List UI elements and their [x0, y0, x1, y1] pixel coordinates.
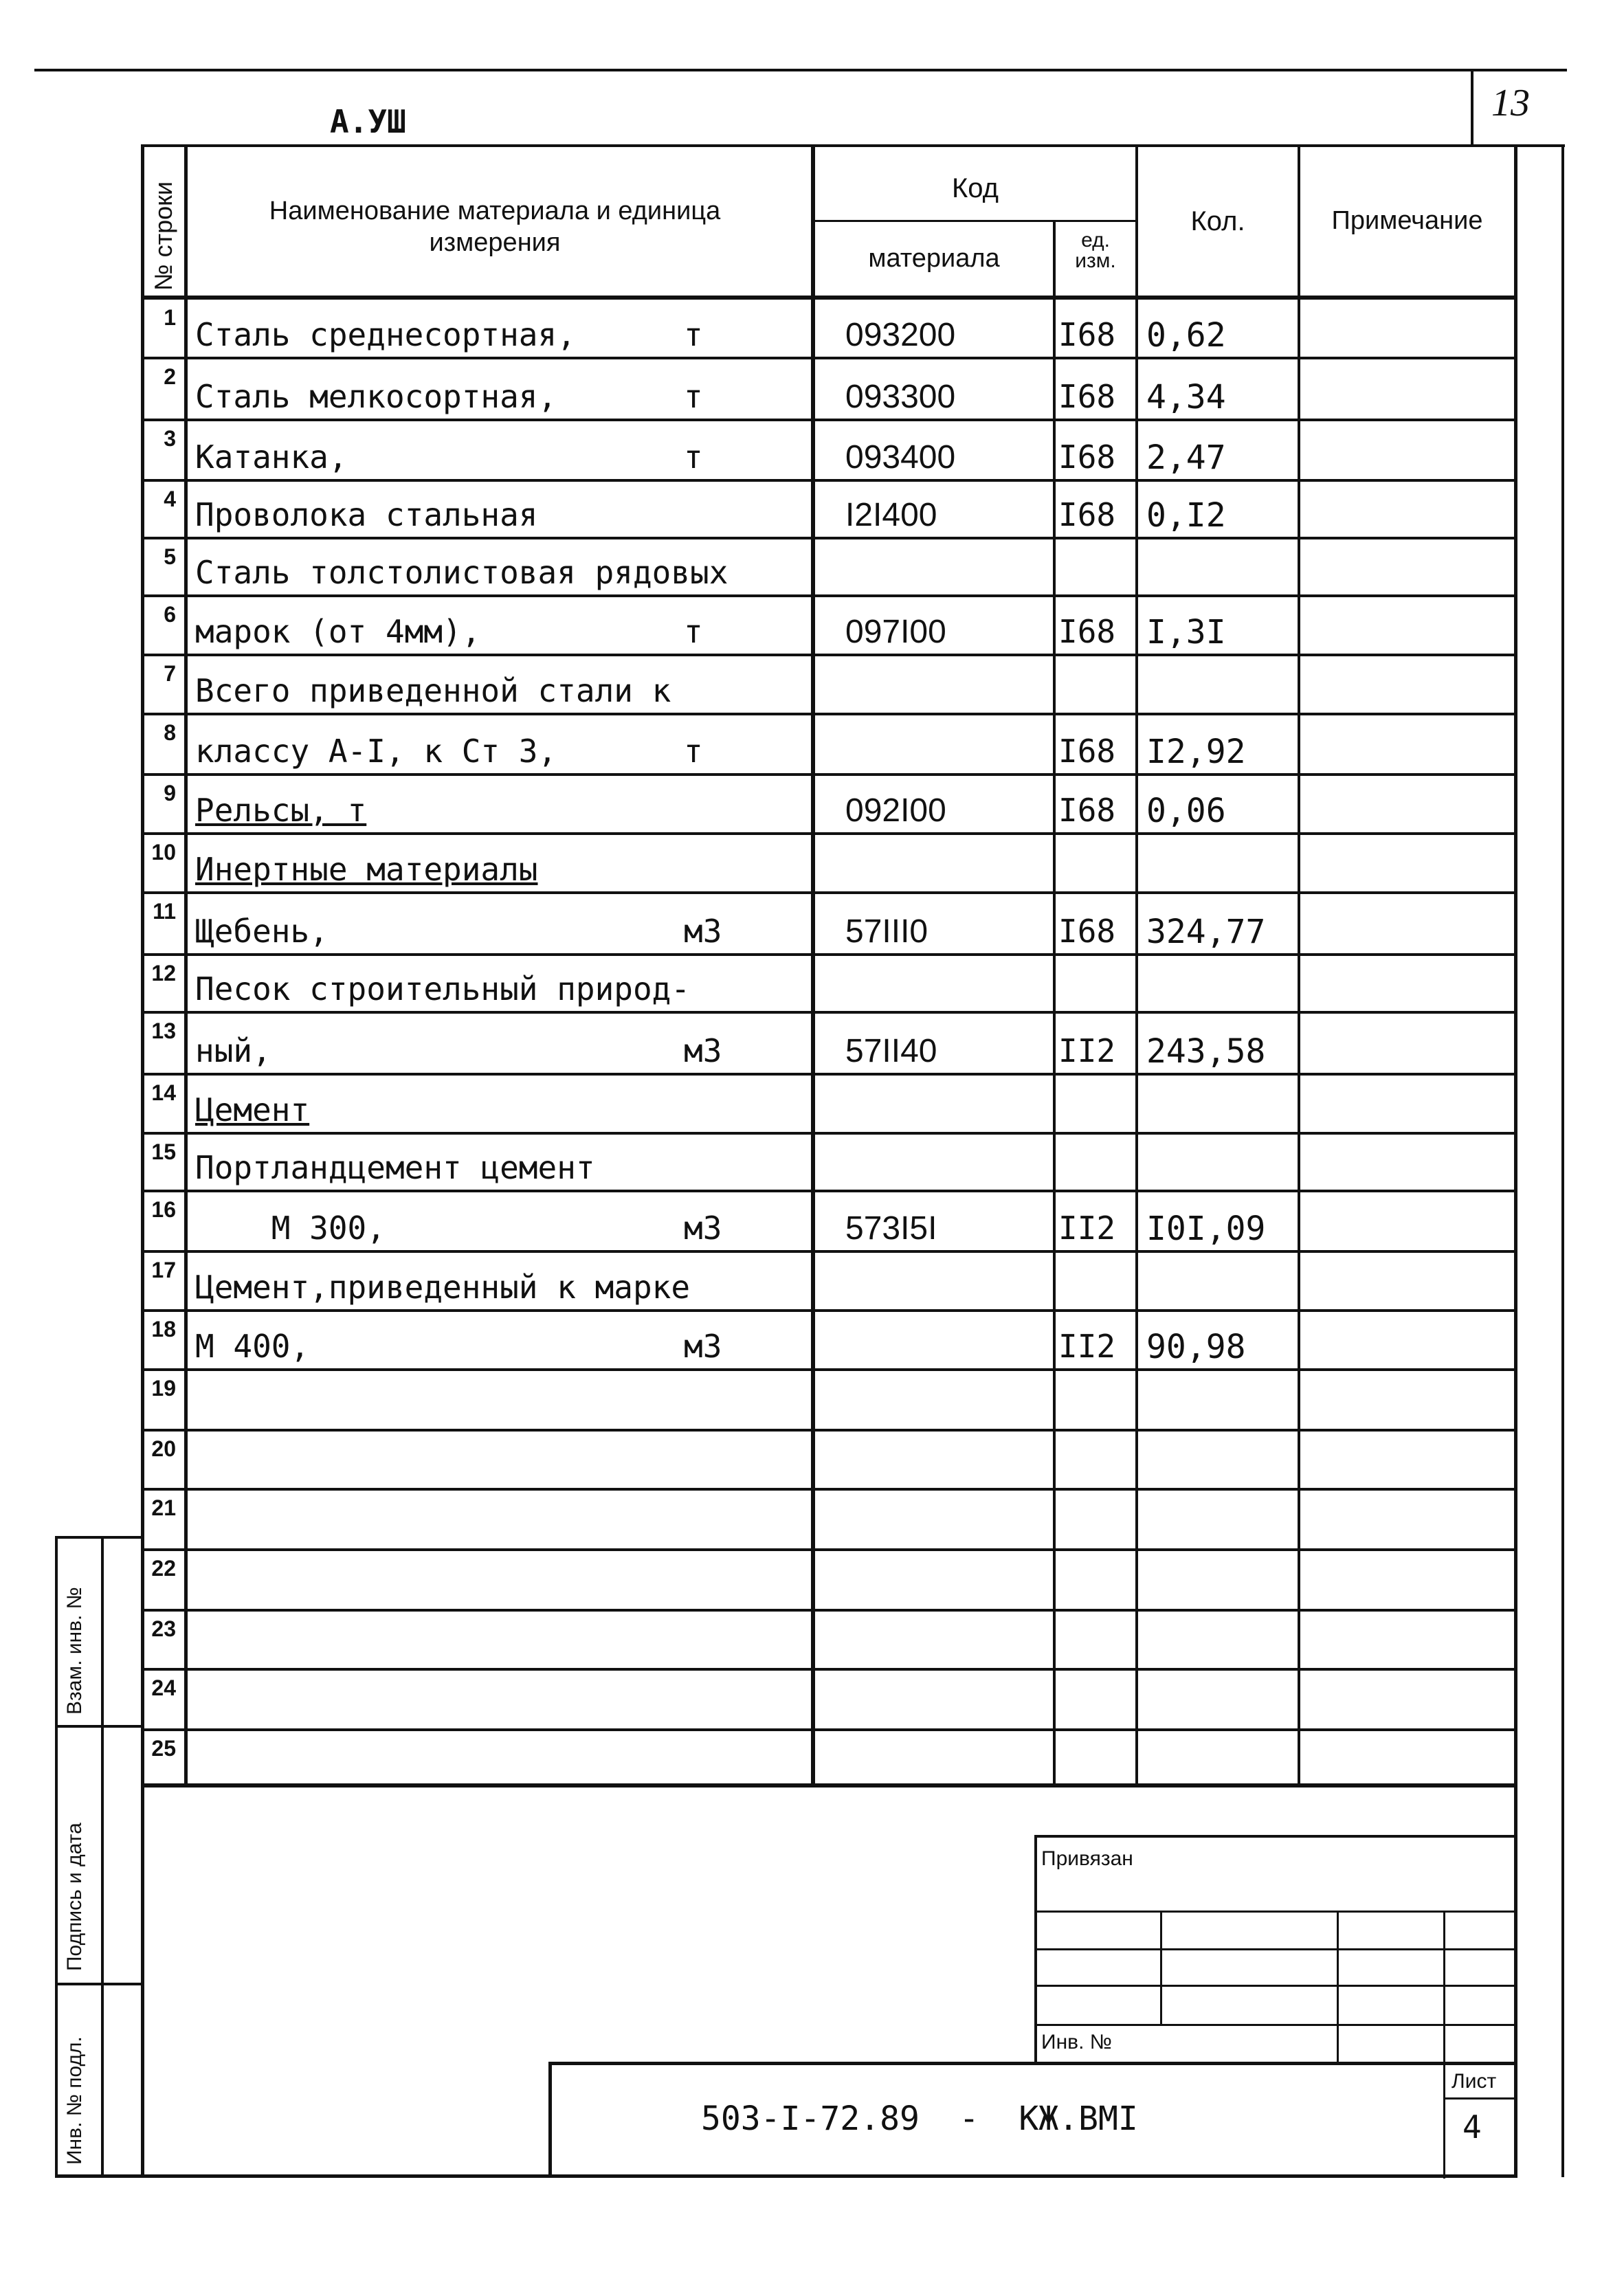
row-number: 23 — [151, 1616, 176, 1641]
sheet-label-line — [1443, 2097, 1515, 2100]
frame-top — [141, 144, 1565, 147]
table-row — [0, 715, 1624, 775]
row-name: Инертные материалы — [195, 851, 538, 888]
table-row — [0, 539, 1624, 597]
side-label-podpis: Подпись и дата — [63, 1823, 86, 1971]
row-unit: т — [684, 733, 703, 770]
row-unit-code: I68 — [1058, 733, 1116, 770]
row-number: 10 — [151, 840, 176, 865]
stamp-col-1 — [1160, 1911, 1162, 2024]
row-number: 5 — [164, 544, 176, 569]
side-block-sep1 — [55, 1725, 144, 1728]
table-row — [0, 1134, 1624, 1192]
row-qty: 324,77 — [1146, 913, 1266, 951]
row-unit-code: II2 — [1058, 1328, 1116, 1365]
row-name: Щебень, — [195, 913, 329, 950]
row-qty: I2,92 — [1146, 733, 1246, 771]
row-unit-code: I68 — [1058, 316, 1116, 353]
row-name: Цемент,приведенный к марке — [195, 1269, 691, 1306]
row-code: 093400 — [845, 439, 956, 476]
row-number: 8 — [164, 720, 176, 745]
row-number: 20 — [151, 1436, 176, 1461]
page-number-divider — [1471, 69, 1473, 146]
row-unit: м3 — [684, 1328, 722, 1365]
code-subheader-line — [811, 220, 1138, 222]
row-qty: 0,I2 — [1146, 496, 1226, 535]
row-number: 2 — [164, 364, 176, 389]
table-row — [0, 359, 1624, 421]
row-name: М 300, — [195, 1210, 386, 1247]
row-unit-code: II2 — [1058, 1210, 1116, 1247]
sheet-label: Лист — [1451, 2070, 1497, 2093]
table-row — [0, 1252, 1624, 1311]
header-code-material: материала — [868, 244, 1000, 273]
row-separator — [141, 1785, 1517, 1787]
sheet-code: А.УШ — [330, 103, 406, 140]
row-name: Проволока стальная — [195, 496, 538, 533]
row-unit-code: I68 — [1058, 792, 1116, 829]
table-row — [0, 775, 1624, 834]
table-row — [0, 1550, 1624, 1611]
row-code: 57III0 — [845, 913, 928, 950]
header-name: Наименование материала и единица измерения — [269, 197, 721, 257]
table-row — [0, 834, 1624, 893]
table-row — [0, 1611, 1624, 1670]
row-unit: м3 — [684, 913, 722, 950]
stamp-top — [1034, 1835, 1515, 1838]
row-code: 093300 — [845, 379, 956, 415]
row-qty: I,3I — [1146, 613, 1226, 651]
row-unit-code: I68 — [1058, 613, 1116, 650]
table-row — [0, 1192, 1624, 1252]
row-number: 3 — [164, 426, 176, 451]
table-row — [0, 893, 1624, 955]
stamp-col-3 — [1443, 1911, 1445, 2179]
row-number: 13 — [151, 1018, 176, 1043]
row-number: 7 — [164, 661, 176, 686]
row-number: 18 — [151, 1317, 176, 1341]
row-number: 14 — [151, 1080, 176, 1105]
side-block-inner — [101, 1536, 104, 2178]
row-number: 17 — [151, 1258, 176, 1282]
row-name: Сталь толстолистовая рядовых — [195, 554, 728, 591]
row-unit-code: I68 — [1058, 913, 1116, 950]
header-code: Код — [951, 173, 999, 203]
table-row — [0, 1013, 1624, 1075]
row-number: 15 — [151, 1139, 176, 1164]
row-number: 6 — [164, 602, 176, 627]
doc-code: 503-I-72.89 - КЖ.ВМI — [701, 2100, 1138, 2138]
row-unit-code: I68 — [1058, 378, 1116, 415]
row-unit-code: I68 — [1058, 438, 1116, 476]
row-number: 16 — [151, 1197, 176, 1222]
row-number: 24 — [151, 1675, 176, 1700]
table-row — [0, 481, 1624, 539]
side-block-top — [55, 1536, 144, 1539]
table-row — [0, 656, 1624, 715]
row-name: классу А-I, к Ст 3, — [195, 733, 557, 770]
row-unit-code: I68 — [1058, 496, 1116, 533]
page-number: 13 — [1491, 82, 1530, 124]
row-name: Песок строительный природ- — [195, 970, 691, 1007]
row-number: 19 — [151, 1376, 176, 1401]
row-code: 093200 — [845, 317, 956, 353]
row-qty: 0,62 — [1146, 316, 1226, 355]
row-unit: т — [684, 438, 703, 476]
table-row — [0, 597, 1624, 656]
row-number: 9 — [164, 781, 176, 805]
row-code: 573I5I — [845, 1210, 937, 1247]
row-name: Сталь среднесортная, — [195, 316, 576, 353]
title-block-top — [548, 2062, 1517, 2065]
row-qty: 2,47 — [1146, 438, 1226, 477]
row-code: 097I00 — [845, 614, 946, 650]
table-row — [0, 1431, 1624, 1490]
row-name: М 400, — [195, 1328, 310, 1365]
row-name: Сталь мелкосортная, — [195, 378, 557, 415]
stamp-inv-no: Инв. № — [1041, 2031, 1112, 2053]
row-number: 21 — [151, 1495, 176, 1520]
row-number: 12 — [151, 961, 176, 985]
row-name: марок (от 4мм), — [195, 613, 481, 650]
header-row-no: № строки — [149, 181, 177, 291]
side-block-sep2 — [55, 1983, 144, 1985]
row-qty: 243,58 — [1146, 1032, 1266, 1071]
table-row — [0, 421, 1624, 481]
table-row — [0, 1730, 1624, 1787]
table-row — [0, 955, 1624, 1013]
row-qty: I0I,09 — [1146, 1210, 1266, 1248]
row-number: 1 — [164, 305, 176, 330]
row-qty: 0,06 — [1146, 792, 1226, 830]
table-row — [0, 300, 1624, 359]
header-code-unit: ед. изм. — [1075, 229, 1116, 272]
row-unit: т — [684, 316, 703, 353]
row-unit: м3 — [684, 1210, 722, 1247]
row-code: I2I400 — [845, 497, 937, 533]
sheet-number: 4 — [1462, 2108, 1482, 2146]
row-unit: т — [684, 378, 703, 415]
row-unit: т — [684, 613, 703, 650]
row-name: ный, — [195, 1032, 271, 1069]
table-row — [0, 1670, 1624, 1730]
table-row — [0, 1075, 1624, 1134]
row-name: Катанка, — [195, 438, 348, 476]
row-qty: 4,34 — [1146, 378, 1226, 416]
row-unit: м3 — [684, 1032, 722, 1069]
row-name: Портландцемент цемент — [195, 1149, 595, 1186]
row-qty: 90,98 — [1146, 1328, 1246, 1366]
stamp-col-2 — [1337, 1911, 1339, 2065]
header-row-no-cell — [141, 150, 185, 296]
row-name: Рельсы, т — [195, 792, 367, 829]
row-name: Цемент — [195, 1091, 310, 1128]
table-row — [0, 1370, 1624, 1431]
frame-bottom — [55, 2174, 1517, 2178]
row-number: 11 — [153, 899, 176, 924]
side-label-vzam: Взам. инв. № — [63, 1587, 86, 1715]
row-code: 092I00 — [845, 792, 946, 829]
title-block-left — [548, 2062, 552, 2177]
row-number: 25 — [151, 1736, 176, 1761]
stamp-privyazan: Привязан — [1041, 1847, 1133, 1870]
side-block-left — [55, 1536, 58, 2178]
row-code: 57II40 — [845, 1033, 937, 1069]
header-qty: Кол. — [1190, 206, 1245, 236]
table-row — [0, 1311, 1624, 1370]
row-number: 22 — [151, 1556, 176, 1581]
row-number: 4 — [164, 487, 176, 511]
side-label-inv-podl: Инв. № подл. — [63, 2036, 86, 2165]
table-row — [0, 1490, 1624, 1550]
top-border — [34, 69, 1567, 71]
row-unit-code: II2 — [1058, 1032, 1116, 1069]
header-note: Примечание — [1331, 206, 1483, 235]
row-name: Всего приведенной стали к — [195, 672, 671, 709]
